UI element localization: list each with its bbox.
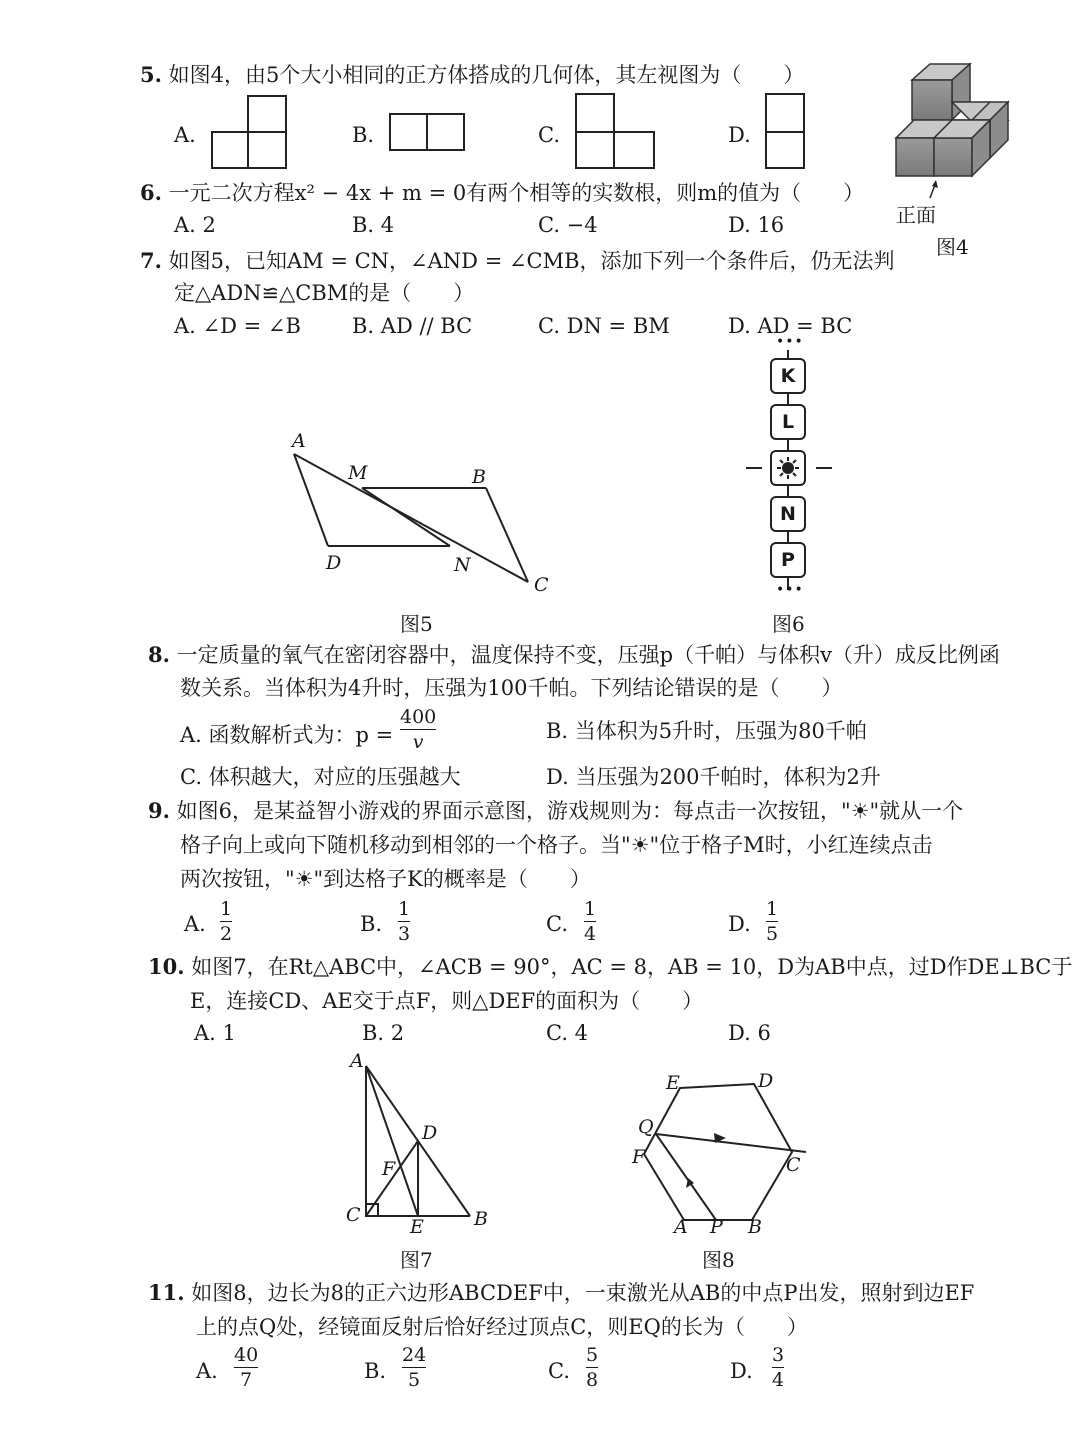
figure5-label-c: C xyxy=(534,574,549,596)
q7-stem-line1 xyxy=(140,248,895,274)
q10-option-b[interactable]: B. 2 xyxy=(362,1021,405,1045)
q6-option-b[interactable]: B. 4 xyxy=(352,213,395,237)
q5-option-d[interactable]: D. xyxy=(728,123,751,147)
q10-option-a[interactable]: A. 1 xyxy=(194,1021,236,1045)
q6-stem xyxy=(140,180,864,206)
q7-number: 7. xyxy=(140,248,162,273)
q11-option-c-numerator: 5 xyxy=(586,1344,599,1366)
q11-option-a[interactable]: A. xyxy=(196,1359,218,1383)
q9-option-d[interactable]: D. xyxy=(728,912,751,936)
q11-stem-line2: 上的点Q处，经镜面反射后恰好经过顶点C，则EQ的长为（ ） xyxy=(196,1315,808,1339)
figure6-side-ticks xyxy=(746,466,832,470)
figure8-label-f: F xyxy=(632,1146,646,1168)
q11-option-d-fraction xyxy=(772,1344,784,1391)
q7-option-d[interactable]: D. AD = BC xyxy=(728,314,853,338)
figure6-cell-k: K xyxy=(770,358,806,394)
q8-option-d[interactable]: D. 当压强为200千帕时，体积为2升 xyxy=(546,765,881,789)
q10-option-d[interactable]: D. 6 xyxy=(728,1021,771,1045)
figure6-dots-bottom: ••• xyxy=(776,582,804,598)
q9-option-a[interactable]: A. xyxy=(184,912,206,936)
q10-option-c[interactable]: C. 4 xyxy=(546,1021,589,1045)
q11-option-d[interactable]: D. xyxy=(730,1359,753,1383)
figure5-label-m: M xyxy=(348,462,368,484)
q7-option-b[interactable]: B. AD // BC xyxy=(352,314,473,338)
q9-option-b-fraction xyxy=(398,898,410,945)
q9-option-d-fraction xyxy=(766,898,778,945)
q9-stem-line3: 两次按钮，"☀"到达格子K的概率是（ ） xyxy=(180,867,591,891)
figure5-diagram xyxy=(280,440,560,600)
q7-option-c[interactable]: C. DN = BM xyxy=(538,314,670,338)
q11-text-1: 如图8，边长为8的正六边形ABCDEF中，一束激光从AB的中点P出发，照射到边EF xyxy=(191,1281,975,1305)
figure8-label-e: E xyxy=(666,1072,680,1094)
figure6-cell-p: P xyxy=(770,542,806,578)
q8-number: 8. xyxy=(148,642,170,667)
figure4-caption: 图4 xyxy=(936,235,969,259)
q9-option-d-denominator: 5 xyxy=(766,923,779,945)
q11-number: 11. xyxy=(148,1280,185,1305)
q9-option-c-numerator: 1 xyxy=(584,898,597,920)
q5-stem xyxy=(140,62,804,88)
q9-option-b-denominator: 3 xyxy=(398,923,411,945)
figure6-dots-top: ••• xyxy=(776,334,804,350)
figure7-label-e: E xyxy=(410,1216,424,1238)
q5-option-c-figure xyxy=(574,92,658,172)
q11-option-d-numerator: 3 xyxy=(772,1344,785,1366)
q11-option-a-denominator: 7 xyxy=(240,1369,253,1391)
figure7-label-b: B xyxy=(474,1208,488,1230)
q5-option-a-figure xyxy=(210,94,290,172)
figure7-label-c: C xyxy=(346,1204,361,1226)
figure6-caption: 图6 xyxy=(772,612,805,636)
q6-option-c[interactable]: C. −4 xyxy=(538,213,598,237)
q11-option-d-denominator: 4 xyxy=(772,1369,785,1391)
q8-option-c[interactable]: C. 体积越大，对应的压强越大 xyxy=(180,765,461,789)
q9-option-a-fraction xyxy=(220,898,232,945)
figure8-label-d: D xyxy=(758,1070,774,1092)
figure7-diagram xyxy=(350,1060,490,1230)
q11-option-a-numerator: 40 xyxy=(234,1344,259,1366)
q7-text-1: 如图5，已知AM = CN，∠AND = ∠CMB，添加下列一个条件后，仍无法判 xyxy=(168,249,895,273)
q9-option-a-numerator: 1 xyxy=(220,898,233,920)
figure5-caption: 图5 xyxy=(400,612,433,636)
q8-option-a[interactable]: A. 函数解析式为：p = xyxy=(180,723,394,747)
q8-option-a-fraction xyxy=(400,706,436,753)
q9-stem-line1 xyxy=(148,798,963,824)
figure8-label-a: A xyxy=(674,1216,688,1238)
q6-number: 6. xyxy=(140,180,162,205)
q9-option-c-fraction xyxy=(584,898,596,945)
q8-text-1: 一定质量的氧气在密闭容器中，温度保持不变，压强p（千帕）与体积v（升）成反比例函 xyxy=(176,643,1000,667)
q11-option-c[interactable]: C. xyxy=(548,1359,570,1383)
q6-option-d[interactable]: D. 16 xyxy=(728,213,785,237)
q8-stem-line1 xyxy=(148,642,1000,668)
q9-text-1: 如图6，是某益智小游戏的界面示意图，游戏规则为：每点击一次按钮，"☀"就从一个 xyxy=(176,799,964,823)
q8-stem-line2: 数关系。当体积为4升时，压强为100千帕。下列结论错误的是（ ） xyxy=(180,676,843,700)
q6-text: 一元二次方程x² − 4x + m = 0有两个相等的实数根，则m的值为（ ） xyxy=(168,181,865,205)
q5-option-b-figure xyxy=(388,112,468,152)
q10-stem-line2: E，连接CD、AE交于点F，则△DEF的面积为（ ） xyxy=(190,989,704,1013)
figure5-label-d: D xyxy=(326,552,342,574)
q8-option-b[interactable]: B. 当体积为5升时，压强为80千帕 xyxy=(546,719,867,743)
figure4-front-label: 正面 xyxy=(896,203,936,227)
figure5-label-a: A xyxy=(292,430,306,452)
figure8-label-b: B xyxy=(748,1216,762,1238)
figure7-label-d: D xyxy=(422,1122,438,1144)
q9-option-c[interactable]: C. xyxy=(546,912,568,936)
q11-option-b-denominator: 5 xyxy=(408,1369,421,1391)
q9-option-d-numerator: 1 xyxy=(766,898,779,920)
q5-option-d-figure xyxy=(764,92,808,172)
q6-option-a[interactable]: A. 2 xyxy=(174,213,216,237)
figure5-label-b: B xyxy=(472,466,486,488)
q10-stem-line1 xyxy=(148,954,1072,980)
q8-option-a-denominator: v xyxy=(412,731,424,753)
figure4-cubes xyxy=(890,58,1020,208)
q9-stem-line2: 格子向上或向下随机移动到相邻的一个格子。当"☀"位于格子M时，小红连续点击 xyxy=(180,833,933,857)
q9-option-c-denominator: 4 xyxy=(584,923,597,945)
q9-option-b-numerator: 1 xyxy=(398,898,411,920)
figure6-cell-n: N xyxy=(770,496,806,532)
q11-option-c-denominator: 8 xyxy=(586,1369,599,1391)
q11-option-b-fraction xyxy=(402,1344,426,1391)
q9-option-a-denominator: 2 xyxy=(220,923,233,945)
figure7-label-f: F xyxy=(382,1158,396,1180)
q11-option-b-numerator: 24 xyxy=(402,1344,427,1366)
q9-number: 9. xyxy=(148,798,170,823)
q10-text-1: 如图7，在Rt△ABC中，∠ACB = 90°，AC = 8，AB = 10，D为AB中点，过D作DE⊥BC于 xyxy=(191,955,1073,979)
q11-option-b[interactable]: B. xyxy=(364,1359,387,1383)
q5-option-b[interactable]: B. xyxy=(352,123,375,147)
figure8-label-c: C xyxy=(786,1154,801,1176)
q8-option-a-numerator: 400 xyxy=(400,706,437,728)
q7-stem-line2: 定△ADN≌△CBM的是（ ） xyxy=(174,281,475,305)
figure8-label-q: Q xyxy=(638,1116,654,1138)
q10-number: 10. xyxy=(148,954,185,979)
q7-option-a[interactable]: A. ∠D = ∠B xyxy=(174,314,301,338)
figure8-label-p: P xyxy=(710,1216,723,1238)
q5-option-a[interactable]: A. xyxy=(174,123,196,147)
figure8-caption: 图8 xyxy=(702,1248,735,1272)
q11-stem-line1 xyxy=(148,1280,974,1306)
q11-option-a-fraction xyxy=(234,1344,258,1391)
q5-text: 如图4，由5个大小相同的正方体搭成的几何体，其左视图为（ ） xyxy=(168,63,805,87)
figure7-label-a: A xyxy=(350,1050,364,1072)
figure6-cell-l: L xyxy=(770,404,806,440)
q9-option-b[interactable]: B. xyxy=(360,912,383,936)
q11-option-c-fraction xyxy=(586,1344,598,1391)
figure5-label-n: N xyxy=(454,554,471,576)
q5-option-c[interactable]: C. xyxy=(538,123,560,147)
figure7-caption: 图7 xyxy=(400,1248,433,1272)
q5-number: 5. xyxy=(140,62,162,87)
